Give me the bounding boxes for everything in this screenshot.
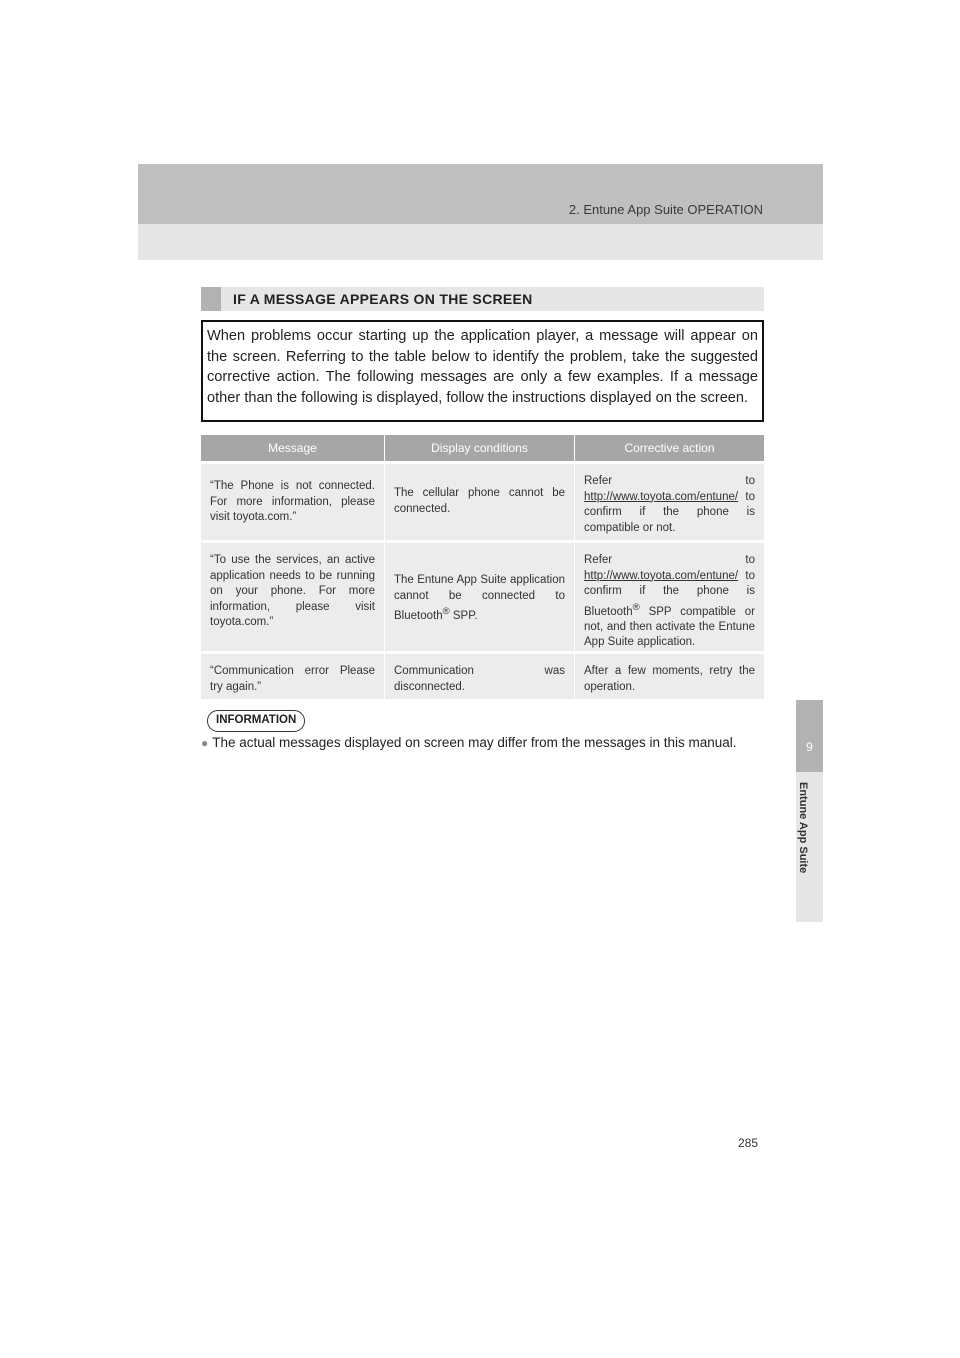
table-row bbox=[201, 540, 764, 651]
registered-mark: ® bbox=[442, 606, 450, 617]
table-header-row bbox=[201, 435, 764, 461]
section-heading bbox=[201, 287, 764, 311]
information-item bbox=[201, 735, 791, 750]
message-table bbox=[201, 435, 764, 699]
chapter-label-tab bbox=[796, 772, 823, 922]
chapter-label: Entune App Suite bbox=[797, 782, 809, 874]
action-cell bbox=[575, 540, 764, 651]
registered-mark: ® bbox=[632, 601, 640, 613]
condition-text: SPP. bbox=[449, 609, 478, 622]
toyota-entune-link[interactable]: http://www.toyota.com/entune/ bbox=[584, 490, 739, 503]
column-header-message: Message bbox=[201, 435, 385, 461]
table-row bbox=[201, 651, 764, 699]
column-header-corrective-action: Corrective action bbox=[575, 435, 764, 461]
condition-cell: The cellular phone cannot be connected. bbox=[385, 461, 575, 540]
action-text: Refer to bbox=[584, 475, 755, 487]
action-cell bbox=[575, 461, 764, 540]
chapter-number: 9 bbox=[806, 740, 813, 754]
page-number: 285 bbox=[738, 1136, 759, 1150]
action-text: SPP compatible or not, and then activate the Entune App Suite application. bbox=[584, 605, 755, 649]
chapter-tab bbox=[796, 700, 823, 772]
toyota-entune-link[interactable]: http://www.toyota.com/entune/ bbox=[584, 569, 739, 582]
bullet-icon: ● bbox=[201, 736, 209, 750]
information-badge: INFORMATION bbox=[207, 710, 305, 732]
action-text: to confirm if the phone is Bluetooth bbox=[584, 569, 755, 618]
table-row bbox=[201, 461, 764, 540]
heading-marker bbox=[201, 287, 221, 311]
message-cell: “To use the services, an active application needs to be running on your phone. For more information, please visit toyota.com.” bbox=[201, 540, 385, 651]
intro-box: When problems occur starting up the application player, a message will appear on the screen. Referring to the table below to identify the problem, take the suggested corrective action. The following messages are only a few examples. If a message other than the following is displayed, follow the instructions displayed on the screen. bbox=[201, 320, 764, 422]
column-header-display-conditions: Display conditions bbox=[385, 435, 575, 461]
condition-cell: Communication was disconnected. bbox=[385, 651, 575, 699]
condition-text: The Entune App Suite application cannot be connected to Bluetooth bbox=[394, 574, 565, 622]
header-band bbox=[138, 164, 823, 260]
heading-title: IF A MESSAGE APPEARS ON THE SCREEN bbox=[233, 291, 533, 307]
action-text: to confirm if the phone is compatible or not. bbox=[584, 490, 755, 534]
action-text: Refer to bbox=[584, 554, 755, 566]
message-cell: “The Phone is not connected. For more information, please visit toyota.com.” bbox=[201, 461, 385, 540]
message-cell: “Communication error Please try again.” bbox=[201, 651, 385, 699]
section-title: 2. Entune App Suite OPERATION bbox=[568, 202, 763, 217]
condition-cell bbox=[385, 540, 575, 651]
information-text: The actual messages displayed on screen may differ from the messages in this manual. bbox=[212, 735, 737, 750]
action-cell: After a few moments, retry the operation. bbox=[575, 651, 764, 699]
